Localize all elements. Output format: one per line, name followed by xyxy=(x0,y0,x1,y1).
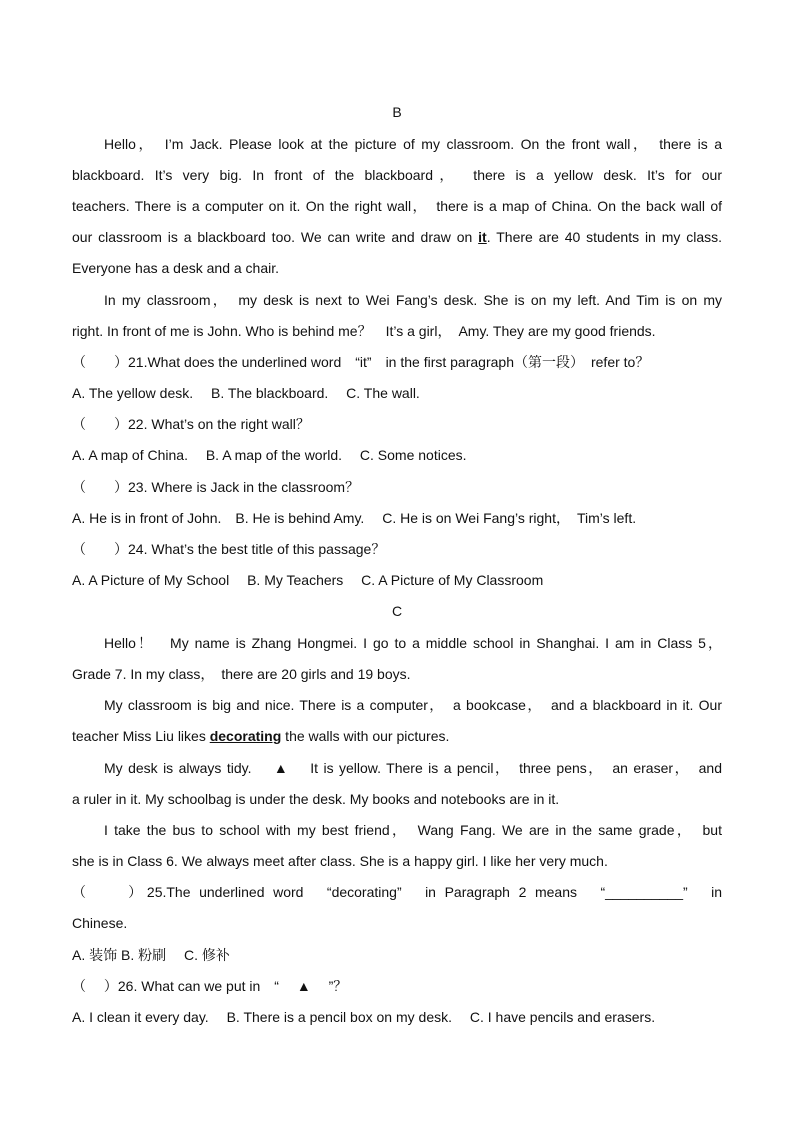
c-para2-line2-post: the walls with our pictures. xyxy=(281,728,450,744)
question-26-options: A. I clean it every day. B. There is a pencil box on my desk. C. I have pencils and erasers. xyxy=(72,1009,656,1025)
c-para4-line2: she is in Class 6. We always meet after class. She is a happy girl. I like her very much. xyxy=(72,853,608,869)
question-24-options: A. A Picture of My School B. My Teachers C. A Picture of My Classroom xyxy=(72,572,544,588)
question-25-cont: Chinese. xyxy=(72,915,128,931)
question-25-options: A. 装饰 B. 粉刷 C. 修补 xyxy=(72,947,230,963)
b-para2-line1: In my classroom， my desk is next to Wei Fang’s desk. She is on my left. And Tim is on my xyxy=(104,292,722,308)
underlined-word-decorating: decorating xyxy=(209,728,282,744)
c-para2-line2 xyxy=(72,726,722,746)
b-para2-line2: right. In front of me is John. Who is behind me？ It’s a girl， Amy. They are my good friends. xyxy=(72,323,656,339)
question-22: （ ）22. What’s on the right wall？ xyxy=(72,416,310,432)
question-21-options: A. The yellow desk. B. The blackboard. C. The wall. xyxy=(72,385,420,401)
question-22-options: A. A map of China. B. A map of the world. C. Some notices. xyxy=(72,447,467,463)
c-para3-line1: My desk is always tidy. ▲ It is yellow. There is a pencil， three pens， an eraser， and xyxy=(104,760,722,776)
c-para1-line1: Hello！ My name is Zhang Hongmei. I go to a middle school in Shanghai. I am in Class 5， xyxy=(104,635,722,651)
question-23-options: A. He is in front of John. B. He is behind Amy. C. He is on Wei Fang’s right， Tim’s left. xyxy=(72,510,637,526)
c-para4-line1: I take the bus to school with my best friend， Wang Fang. We are in the same grade， but xyxy=(104,822,722,838)
question-25: （ ）25.The underlined word “decorating” in Paragraph 2 means “__________” in xyxy=(72,884,722,900)
c-para2-line2-pre: teacher Miss Liu likes xyxy=(72,728,210,744)
c-para1-line2: Grade 7. In my class， there are 20 girls and 19 boys. xyxy=(72,666,411,682)
question-26: （ ）26. What can we put in “ ▲ ”？ xyxy=(72,978,348,994)
c-para3-line2: a ruler in it. My schoolbag is under the desk. My books and notebooks are in it. xyxy=(72,791,560,807)
b-para1-line4 xyxy=(72,227,722,247)
section-c-heading: C xyxy=(391,603,403,619)
b-para1-line2: blackboard. It’s very big. In front of the blackboard， there is a yellow desk. It’s for our xyxy=(72,167,722,183)
question-24: （ ）24. What’s the best title of this passage？ xyxy=(72,541,386,557)
c-para2-line1: My classroom is big and nice. There is a computer， a bookcase， and a blackboard in it. Our xyxy=(104,697,722,713)
b-para1-line4-post: . There are 40 students in my class. xyxy=(486,229,722,245)
question-21: （ ）21.What does the underlined word “it” in the first paragraph（第一段） refer to？ xyxy=(72,354,650,370)
section-b-heading: B xyxy=(392,104,402,120)
b-para1-line1: Hello， I’m Jack. Please look at the picture of my classroom. On the front wall， there is a xyxy=(104,136,722,152)
b-para1-line5: Everyone has a desk and a chair. xyxy=(72,260,280,276)
question-23: （ ）23. Where is Jack in the classroom？ xyxy=(72,479,360,495)
b-para1-line4-pre: our classroom is a blackboard too. We can write and draw on xyxy=(72,229,479,245)
underlined-word-it: it xyxy=(478,229,487,245)
b-para1-line3: teachers. There is a computer on it. On the right wall， there is a map of China. On the back wall of xyxy=(72,198,722,214)
